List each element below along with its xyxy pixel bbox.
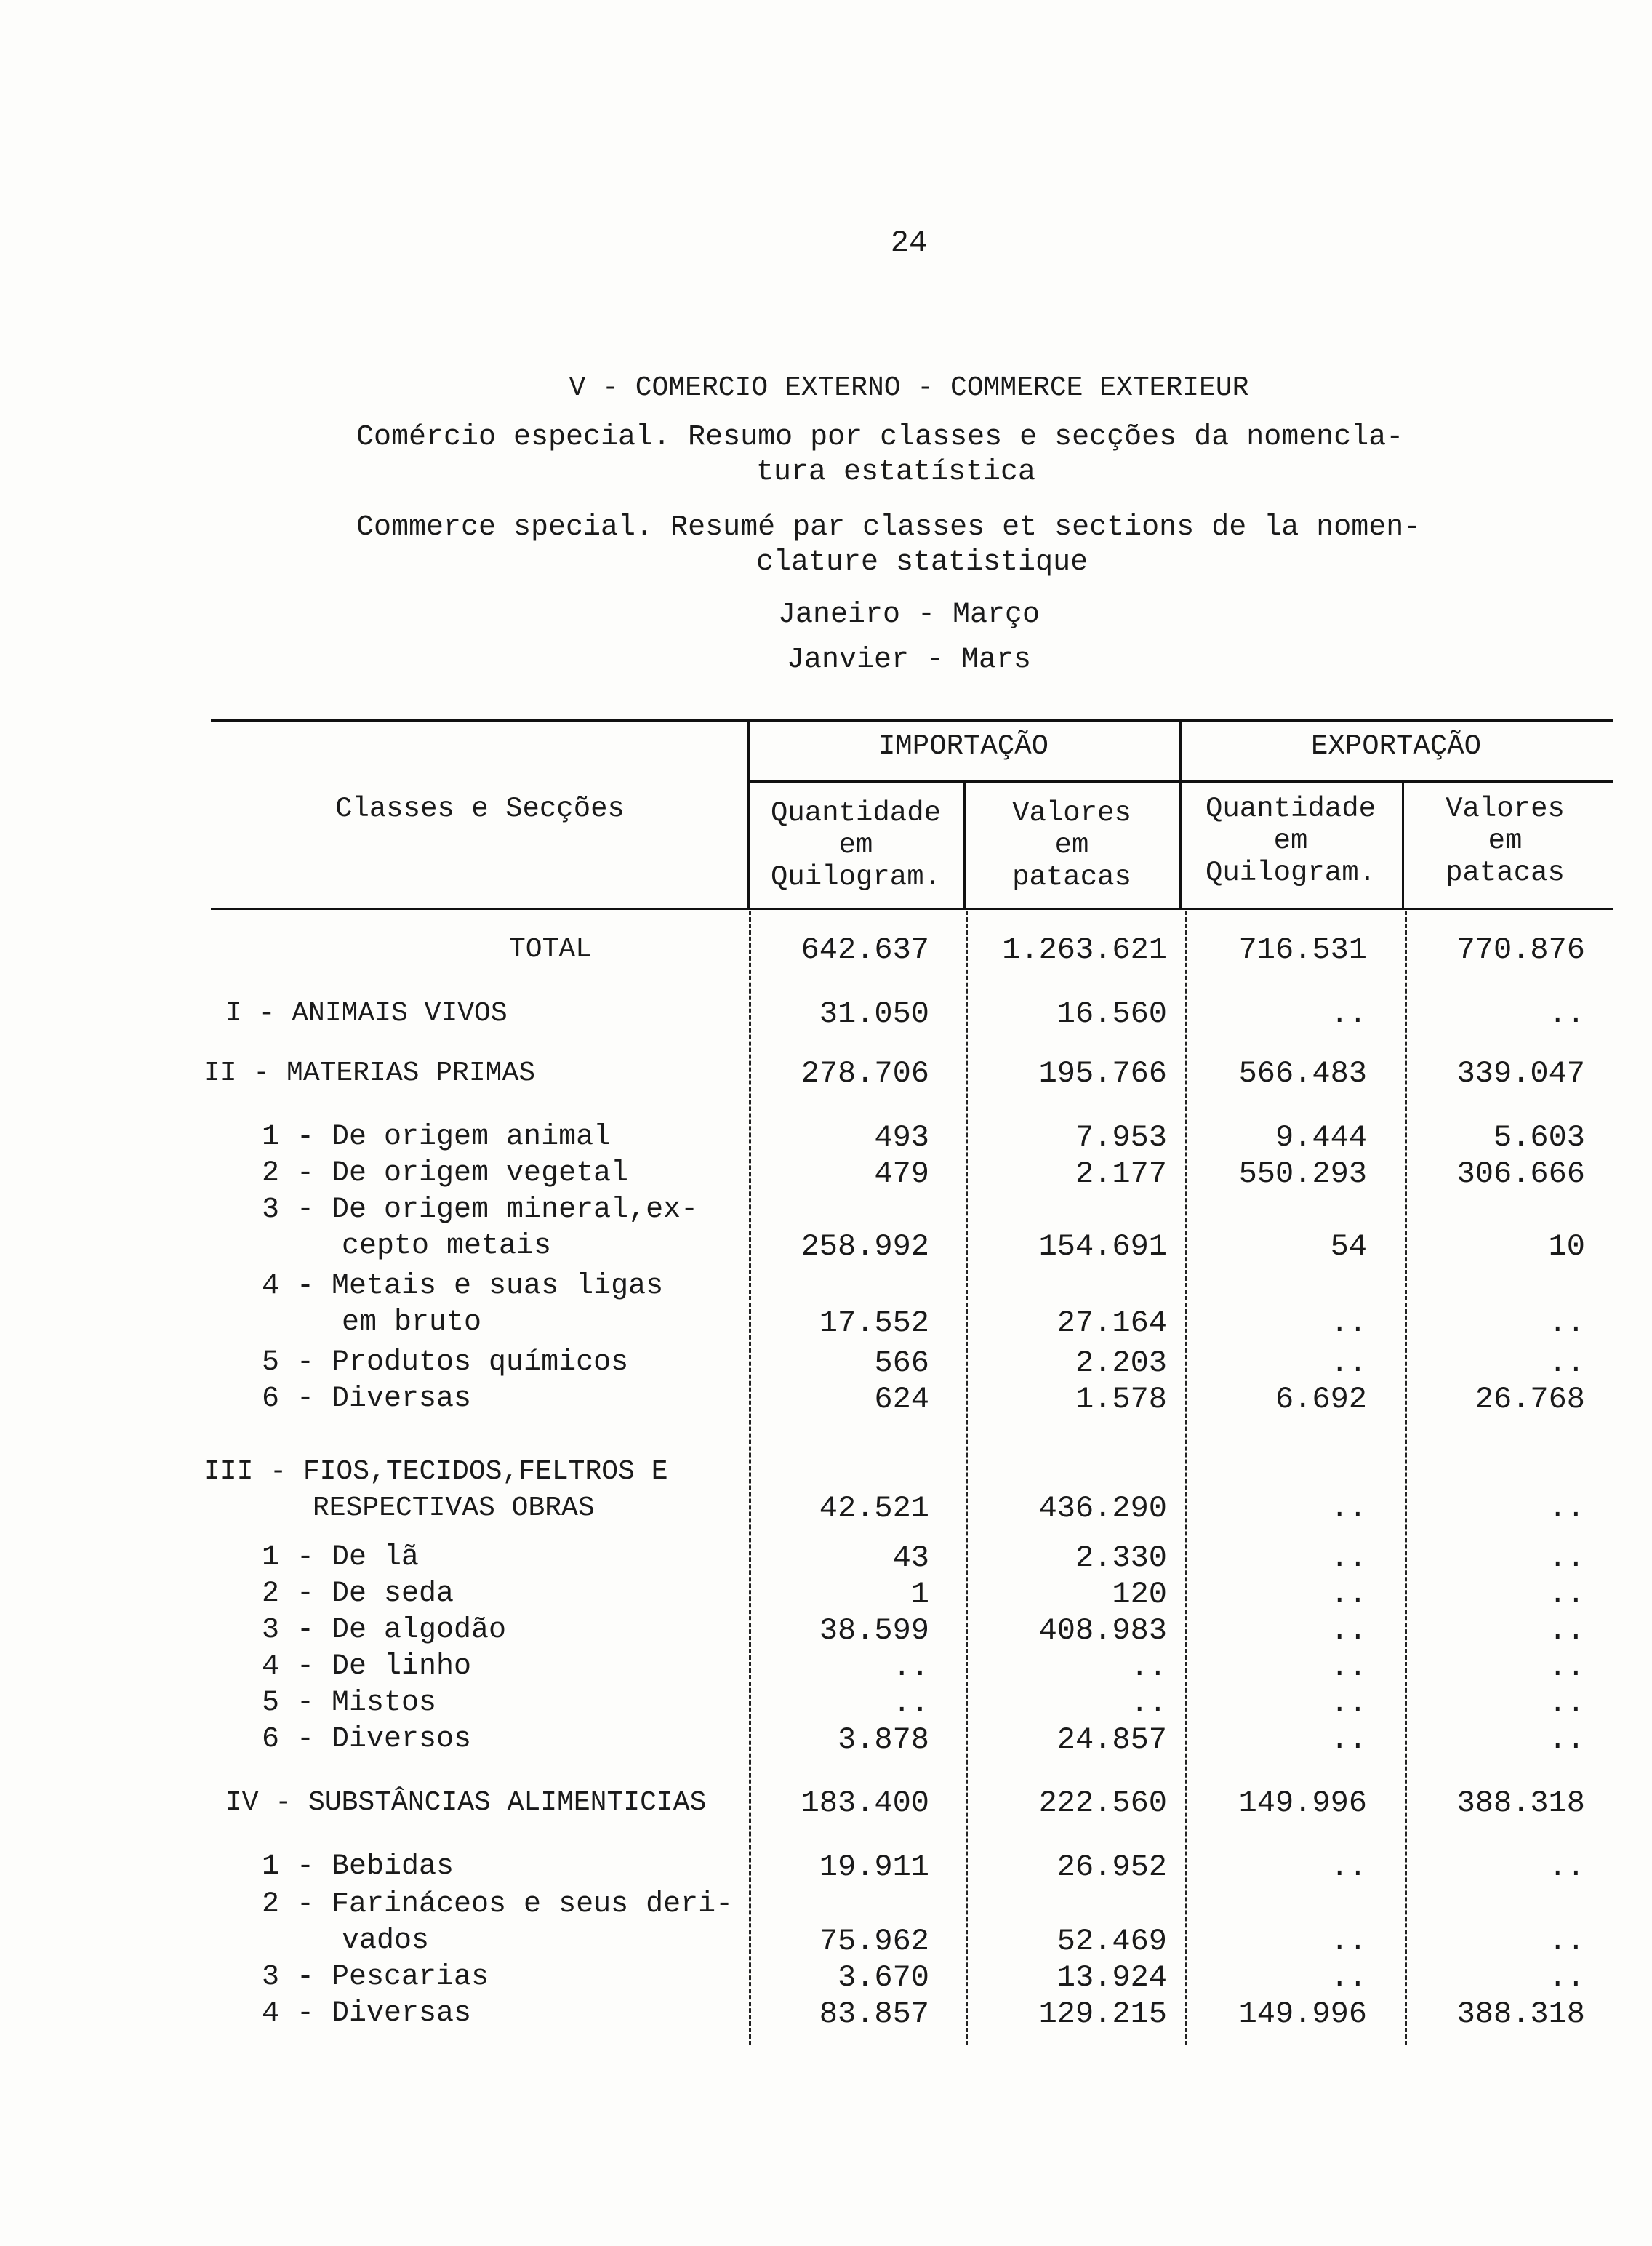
import-value-cell: 13.924: [1056, 1960, 1167, 1995]
subtitle-pt-line2: tura estatística: [756, 456, 1036, 489]
export-quantity-cell: 149.996: [1238, 1786, 1367, 1821]
row-label: 5 - Produtos químicos: [262, 1346, 629, 1379]
import-quantity-cell: 17.552: [819, 1306, 929, 1340]
export-quantity-cell: ..: [1330, 1650, 1367, 1684]
import-quantity-cell: 19.911: [819, 1850, 929, 1885]
row-label-continuation: em bruto: [342, 1306, 482, 1339]
import-value-cell: 27.164: [1056, 1306, 1167, 1340]
export-quantity-cell: 9.444: [1275, 1120, 1367, 1155]
export-value-cell: ..: [1548, 1924, 1585, 1959]
row-label: 2 - De origem vegetal: [262, 1157, 629, 1190]
header-imp-val-2: em: [1054, 829, 1089, 861]
period-fr: Janvier - Mars: [786, 644, 1032, 676]
row-label-continuation: RESPECTIVAS OBRAS: [313, 1492, 595, 1524]
import-value-cell: 7.953: [1075, 1120, 1167, 1155]
period-pt: Janeiro - Março: [777, 599, 1040, 631]
header-classes: Classes e Secções: [335, 793, 625, 825]
row-label: 6 - Diversos: [262, 1723, 472, 1756]
export-value-cell: ..: [1548, 1491, 1585, 1526]
export-quantity-cell: 566.483: [1238, 1056, 1367, 1091]
row-label: 2 - De seda: [262, 1578, 454, 1610]
import-value-cell: 2.177: [1075, 1156, 1167, 1191]
export-value-cell: ..: [1548, 1960, 1585, 1995]
export-quantity-cell: ..: [1330, 1722, 1367, 1757]
import-quantity-cell: 31.050: [819, 996, 929, 1031]
import-quantity-cell: 183.400: [801, 1786, 929, 1821]
import-value-cell: 1.263.621: [1002, 932, 1167, 967]
row-label: 4 - Metais e suas ligas: [262, 1270, 664, 1303]
export-quantity-cell: 550.293: [1238, 1156, 1367, 1191]
export-quantity-cell: ..: [1330, 1577, 1367, 1612]
export-value-cell: ..: [1548, 1850, 1585, 1885]
import-value-cell: 129.215: [1038, 1997, 1167, 2031]
import-value-cell: 154.691: [1038, 1229, 1167, 1264]
header-exp-qty-1: Quantidade: [1205, 793, 1376, 825]
export-value-cell: ..: [1548, 1650, 1585, 1684]
row-label: 4 - Diversas: [262, 1997, 472, 2030]
import-value-cell: 1.578: [1075, 1382, 1167, 1417]
export-quantity-cell: ..: [1330, 1540, 1367, 1575]
import-value-cell: 436.290: [1038, 1491, 1167, 1526]
import-quantity-cell: 3.670: [837, 1960, 929, 1995]
export-quantity-cell: 149.996: [1238, 1997, 1367, 2031]
row-label: I - ANIMAIS VIVOS: [225, 998, 508, 1029]
export-quantity-cell: ..: [1330, 1850, 1367, 1885]
row-label: 4 - De linho: [262, 1650, 472, 1683]
row-label-continuation: vados: [342, 1925, 430, 1957]
import-value-cell: ..: [1130, 1686, 1167, 1721]
export-quantity-cell: ..: [1330, 1613, 1367, 1648]
import-quantity-cell: 278.706: [801, 1056, 929, 1091]
row-label: 3 - Pescarias: [262, 1961, 489, 1994]
import-value-cell: 26.952: [1056, 1850, 1167, 1885]
subtitle-pt-line1: Comércio especial. Resumo por classes e secções da nomencla-: [356, 421, 1404, 454]
import-quantity-cell: 38.599: [819, 1613, 929, 1648]
export-value-cell: ..: [1548, 1613, 1585, 1648]
import-quantity-cell: 3.878: [837, 1722, 929, 1757]
export-value-cell: ..: [1548, 1686, 1585, 1721]
import-quantity-cell: 43: [892, 1540, 929, 1575]
export-value-cell: 10: [1548, 1229, 1585, 1264]
header-imp-qty-1: Quantidade: [770, 797, 942, 829]
subtitle-fr-line2: clature statistique: [756, 546, 1088, 579]
import-quantity-cell: 75.962: [819, 1924, 929, 1959]
export-value-cell: 339.047: [1456, 1056, 1585, 1091]
import-quantity-cell: ..: [892, 1686, 929, 1721]
row-label: 5 - Mistos: [262, 1687, 437, 1719]
header-imp-val-1: Valores: [1012, 797, 1131, 829]
import-quantity-cell: 1: [910, 1577, 929, 1612]
main-title: V - COMERCIO EXTERNO - COMMERCE EXTERIEUR: [569, 372, 1249, 404]
row-label: 1 - De lã: [262, 1541, 420, 1574]
export-quantity-cell: ..: [1330, 1924, 1367, 1959]
import-value-cell: ..: [1130, 1650, 1167, 1684]
import-value-cell: 24.857: [1056, 1722, 1167, 1757]
import-value-cell: 2.203: [1075, 1346, 1167, 1380]
import-quantity-cell: 479: [874, 1156, 929, 1191]
import-value-cell: 2.330: [1075, 1540, 1167, 1575]
import-quantity-cell: 624: [874, 1382, 929, 1417]
header-imp-val-3: patacas: [1012, 861, 1131, 893]
export-value-cell: ..: [1548, 996, 1585, 1031]
row-label: III - FIOS,TECIDOS,FELTROS E: [204, 1456, 668, 1487]
header-exp-val-1: Valores: [1446, 793, 1565, 825]
row-label: II - MATERIAS PRIMAS: [204, 1058, 536, 1089]
export-quantity-cell: 6.692: [1275, 1382, 1367, 1417]
export-value-cell: ..: [1548, 1346, 1585, 1380]
row-label: TOTAL: [509, 934, 593, 965]
row-label: IV - SUBSTÂNCIAS ALIMENTICIAS: [225, 1787, 707, 1818]
export-quantity-cell: ..: [1330, 1491, 1367, 1526]
import-quantity-cell: ..: [892, 1650, 929, 1684]
import-value-cell: 195.766: [1038, 1056, 1167, 1091]
import-quantity-cell: 642.637: [801, 932, 929, 967]
export-value-cell: 388.318: [1456, 1997, 1585, 2031]
row-label: 2 - Farináceos e seus deri-: [262, 1888, 734, 1921]
export-quantity-cell: ..: [1330, 996, 1367, 1031]
page-number: 24: [890, 225, 928, 260]
export-quantity-cell: ..: [1330, 1960, 1367, 1995]
export-value-cell: ..: [1548, 1577, 1585, 1612]
row-label: 3 - De algodão: [262, 1614, 507, 1647]
export-value-cell: 306.666: [1456, 1156, 1585, 1191]
import-value-cell: 52.469: [1056, 1924, 1167, 1959]
header-imp-qty-3: Quilogram.: [770, 861, 942, 893]
import-quantity-cell: 493: [874, 1120, 929, 1155]
export-quantity-cell: 54: [1330, 1229, 1367, 1264]
export-value-cell: 388.318: [1456, 1786, 1585, 1821]
import-value-cell: 222.560: [1038, 1786, 1167, 1821]
header-exp-qty-2: em: [1273, 825, 1308, 857]
import-quantity-cell: 83.857: [819, 1997, 929, 2031]
subtitle-fr-line1: Commerce special. Resumé par classes et sections de la nomen-: [356, 511, 1422, 544]
import-quantity-cell: 258.992: [801, 1229, 929, 1264]
import-quantity-cell: 566: [874, 1346, 929, 1380]
row-label: 3 - De origem mineral,ex-: [262, 1194, 699, 1226]
header-exp-val-3: patacas: [1446, 857, 1565, 889]
export-value-cell: 26.768: [1475, 1382, 1585, 1417]
export-quantity-cell: ..: [1330, 1346, 1367, 1380]
row-label: 6 - Diversas: [262, 1383, 472, 1415]
export-value-cell: ..: [1548, 1306, 1585, 1340]
import-value-cell: 408.983: [1038, 1613, 1167, 1648]
export-value-cell: 5.603: [1493, 1120, 1585, 1155]
import-quantity-cell: 42.521: [819, 1491, 929, 1526]
import-value-cell: 16.560: [1056, 996, 1167, 1031]
header-importacao: IMPORTAÇÃO: [878, 730, 1049, 762]
row-label: 1 - De origem animal: [262, 1121, 612, 1154]
header-exp-qty-3: Quilogram.: [1205, 857, 1376, 889]
export-quantity-cell: ..: [1330, 1686, 1367, 1721]
row-label: 1 - Bebidas: [262, 1850, 454, 1883]
header-imp-qty-2: em: [838, 829, 873, 861]
export-quantity-cell: 716.531: [1238, 932, 1367, 967]
export-value-cell: ..: [1548, 1722, 1585, 1757]
export-value-cell: 770.876: [1456, 932, 1585, 967]
row-label-continuation: cepto metais: [342, 1230, 552, 1263]
header-exportacao: EXPORTAÇÃO: [1310, 730, 1482, 762]
export-quantity-cell: ..: [1330, 1306, 1367, 1340]
export-value-cell: ..: [1548, 1540, 1585, 1575]
header-exp-val-2: em: [1488, 825, 1523, 857]
import-value-cell: 120: [1112, 1577, 1167, 1612]
